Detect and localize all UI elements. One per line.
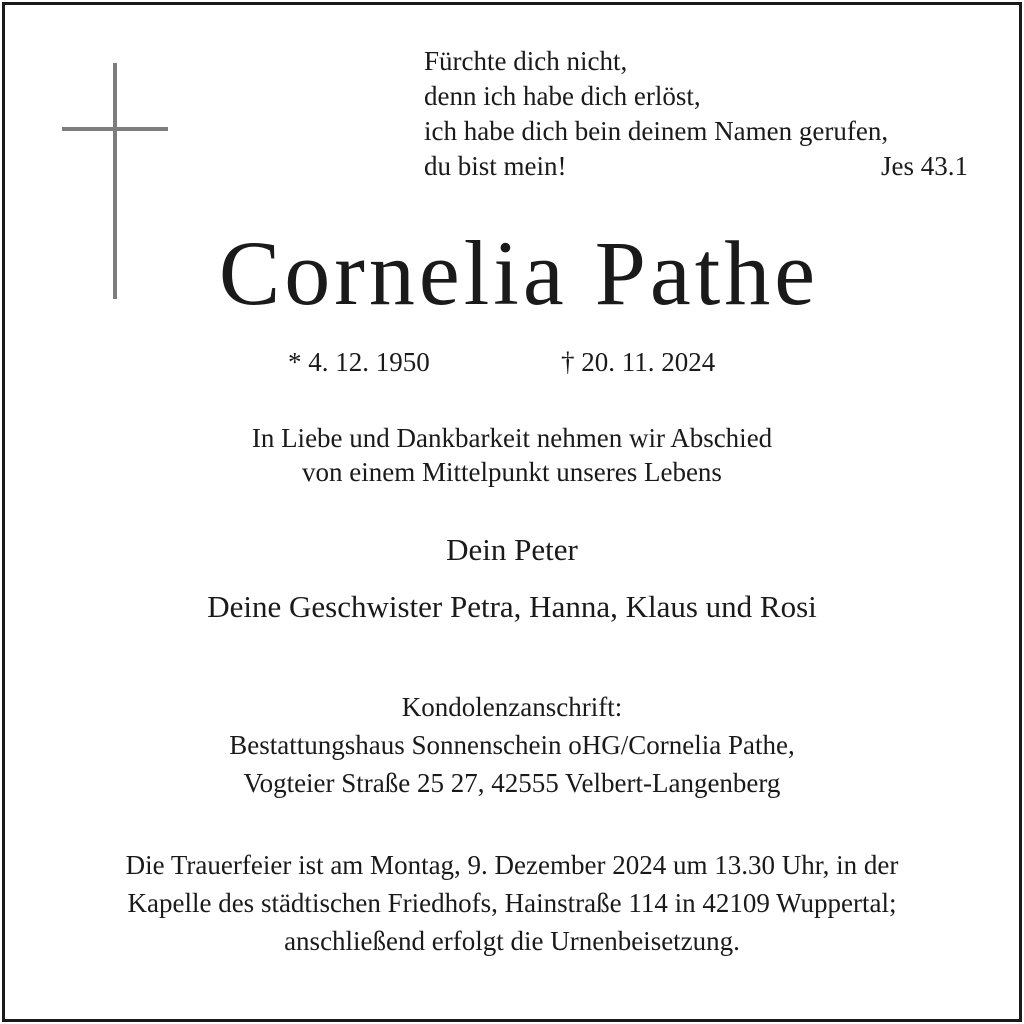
- condolence-line: Kondolenzanschrift:: [401, 692, 623, 722]
- verse-line: du bist mein!: [424, 151, 567, 181]
- verse-reference: Jes 43.1: [881, 151, 968, 181]
- verse-line: denn ich habe dich erlöst,: [424, 81, 701, 111]
- mourner-partner: Dein Peter: [446, 532, 578, 567]
- mourner-siblings: Deine Geschwister Petra, Hanna, Klaus und Rosi: [207, 589, 817, 624]
- condolence-line: Vogteier Straße 25 27, 42555 Velbert-Langenberg: [243, 768, 781, 798]
- death-date: † 20. 11. 2024: [561, 347, 716, 377]
- ceremony-info: [0, 846, 1024, 960]
- farewell-line: von einem Mittelpunkt unseres Lebens: [302, 457, 722, 487]
- condolence-address: [0, 688, 1024, 802]
- bible-verse: [424, 44, 968, 184]
- birth-date: * 4. 12. 1950: [288, 347, 430, 377]
- deceased-name: Cornelia Pathe: [218, 222, 820, 324]
- ceremony-line: Kapelle des städtischen Friedhofs, Hainstraße 114 in 42109 Wuppertal;: [127, 888, 897, 918]
- farewell-line: In Liebe und Dankbarkeit nehmen wir Abschied: [251, 423, 773, 453]
- verse-last-line: [424, 149, 968, 184]
- cross-horizontal-bar: [62, 127, 168, 131]
- condolence-line: Bestattungshaus Sonnenschein oHG/Cornelia Pathe,: [229, 730, 795, 760]
- verse-line: Fürchte dich nicht,: [424, 46, 628, 76]
- ceremony-line: anschließend erfolgt die Urnenbeisetzung.: [284, 926, 740, 956]
- verse-line: ich habe dich bein deinem Namen gerufen,: [424, 116, 889, 146]
- ceremony-line: Die Trauerfeier ist am Montag, 9. Dezember 2024 um 13.30 Uhr, in der: [125, 850, 899, 880]
- farewell-text: [0, 421, 1024, 489]
